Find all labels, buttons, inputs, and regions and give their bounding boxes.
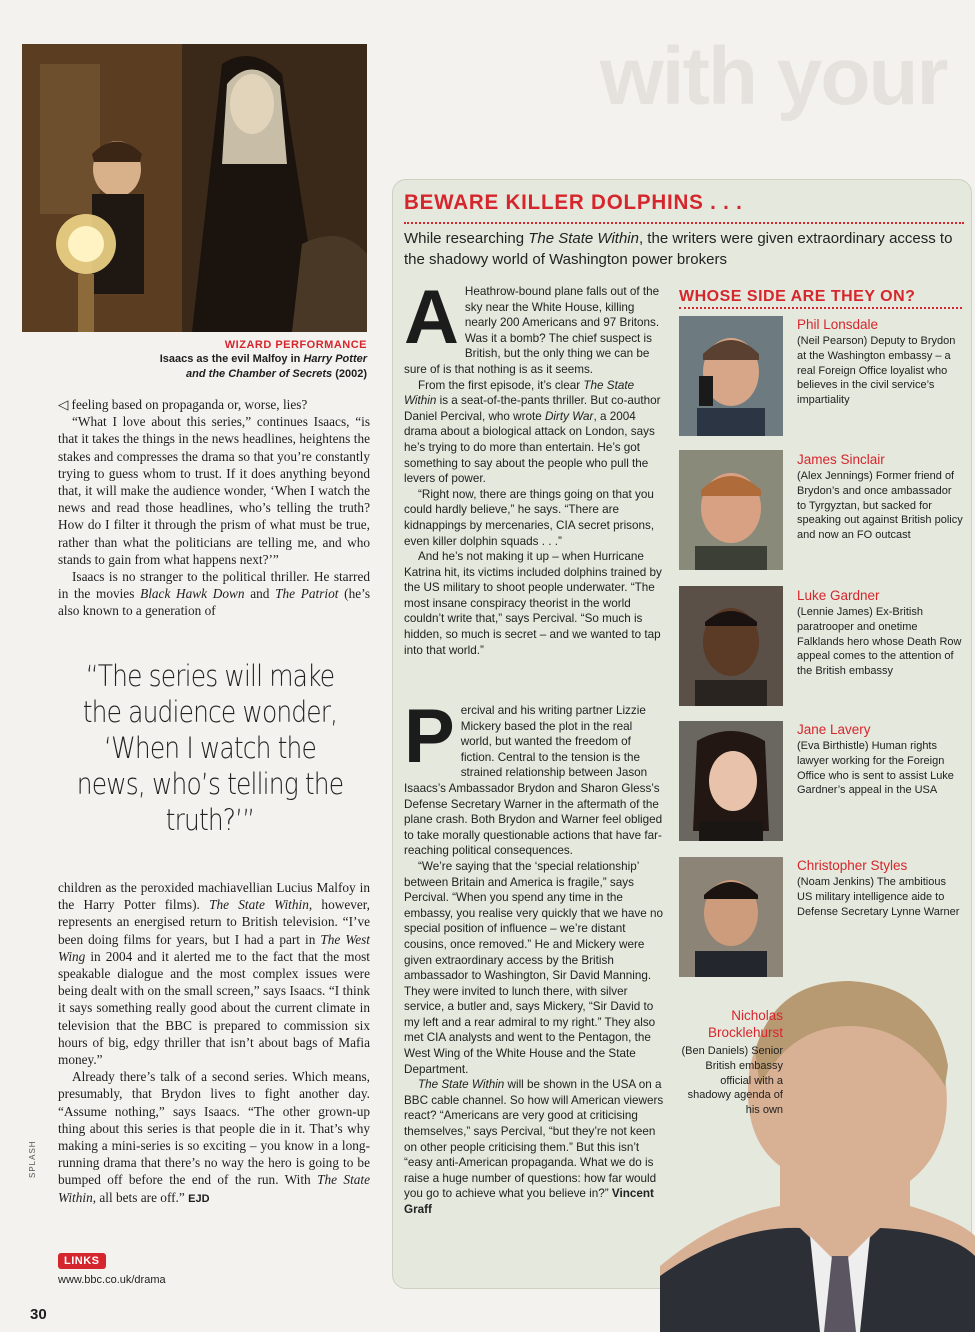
paragraph: children as the peroxided machiavellian Lucius Malfoy in the Harry Potter films). The State Within, however, represents an energised return to British television. “I’ve been doing films for years, but I had a part in The West Wing in 2004 and it alerted me to the fact that the most speakable dialogue and the most complex issues were being dealt with on the small screen,” says Isaacs. “I think it says something really good about the current climate in television that the BBC is prepared to commission six hours of big, edgy thriller that isn’t about bags of Mafia money.” [58, 880, 370, 1068]
profile-desc: (Neil Pearson) Deputy to Brydon at the Washington embassy – a real Foreign Office loyalist who believes in the civil service’s impartiality [797, 335, 956, 407]
profile-desc: (Noam Jenkins) The ambitious US military intelligence aide to Defense Secretary Lynne Warner [797, 876, 960, 918]
paragraph: From the first episode, it’s clear The State Within is a seat-of-the-pants thriller. But co-author Daniel Percival, who wrote Dirty War, a 2004 drama about a biological attack on London, says he’s trying to do more than entertain. He’s got something to say about the people who pull the levers of power. [404, 378, 661, 486]
profile-photo-jane-lavery [679, 721, 783, 841]
profile-desc: (Alex Jennings) Former friend of Brydon’s and once ambassador to Tyrgyztan, but sacked for speaking out against British policy and now an FO outcast [797, 470, 963, 542]
drop-cap: A [404, 275, 459, 360]
article-text-continued [404, 694, 666, 1218]
paragraph: And he’s not making it up – when Hurricane Katrina hit, its victims included dolphins trained by the US military to shoot people underwater. “The most insane conspiracy theorist in the world couldn’t write that,” says Percival. “So much is hidden, so much is secret – and we wanted to tap into that world.” [404, 550, 662, 657]
profile-photo-phil-lonsdale [679, 316, 783, 436]
paragraph: “We’re saying that the ‘special relationship’ between Britain and America is fragile,” says Percival. “When you spend any time in the embassy, you realise very quickly that we have no special position of influence – we’re distant cousins, once removed.” He and Mickery were given extraordinary access by the British ambassador to Washington, Sir David Manning. They were invited to lunch there, with silver service, a butler and, says Mickery, “Sir David to my left and a rear admiral to my right.” They also met CIA analysts and went to the Pentagon, the West Wing of the White House and the State Department. [404, 859, 663, 1076]
photo-credit: SPLASH [28, 1140, 37, 1178]
profile-name: Phil Lonsdale [797, 317, 879, 332]
profile-name: Christopher Styles [797, 858, 908, 873]
paragraph: “Right now, there are things going on that you could hardly believe,” he says. “There are kidnappings by mercenaries, CIA secret prisons, even killer dolphin squads . . .” [404, 487, 655, 548]
profile-photo-christopher-styles [679, 857, 783, 977]
profile-name: James Sinclair [797, 452, 885, 467]
sidebar-title-rule [679, 307, 962, 309]
links-badge: LINKS [58, 1253, 106, 1269]
profile-desc: (Lennie James) Ex-British paratrooper and onetime Falklands hero whose Death Row appeal comes to the attention of the British embassy [797, 606, 962, 678]
caption-title: WIZARD PERFORMANCE [224, 339, 367, 351]
profile-photo-james-sinclair [679, 450, 783, 570]
page-number: 30 [30, 1306, 47, 1323]
box-title-rule [404, 222, 964, 225]
links-url[interactable]: www.bbc.co.uk/drama [58, 1274, 166, 1286]
left-body-text [58, 396, 370, 620]
profile-photo-luke-gardner [679, 586, 783, 706]
box-title: BEWARE KILLER DOLPHINS . . . [404, 191, 743, 214]
paragraph: The State Within will be shown in the USA on a BBC cable channel. So how will American viewers react? “Americans are very good at criticising themselves,” says Percival, “but they’re not keen on other people criticising them.” But this isn’t “easy anti-American propaganda. What we do is raise a huge number of questions: how far would you go to achieve what you believe in?” Vincent Graff [404, 1078, 664, 1216]
wizard-performance-photo [22, 44, 367, 332]
article-text [404, 275, 666, 658]
box-standfirst: While researching The State Within, the writers were given extraordinary access to the shadowy world of Washington power brokers [404, 230, 953, 268]
paragraph: “What I love about this series,” continues Isaacs, “is that it takes the things in the news headlines, heightens the stakes and compresses the drama so that you’re constantly trying to guess whom to trust. If it does anything beyond that, it will make the audience wonder, ‘When I watch the news and read those headlines, who’s telling the truth? How do I filter it through the prism of what must be true, rather than what the politicians are telling me, and who stands to gain from what happens next?’” [58, 414, 370, 567]
paragraph: Already there’s talk of a second series. Which means, presumably, that Brydon lives to fight another day. “Assume nothing,” says Isaacs. “The other grown-up thing about this series is that people die in it. That’s why making a mini-series is so exciting – you know in a long-running drama that there’s no way the hero is going to be bumped off before the end of the run. With The State Within, all bets are off.” EJD [58, 1069, 371, 1205]
paragraph: Heathrow-bound plane falls out of the sky near the White House, killing nearly 200 Americans and 97 Britons. Was it a bomb? The chief suspect is British, but the only thing we can be sure of is that nothing is as it seems. [404, 285, 660, 376]
drop-cap: P [404, 694, 455, 779]
sidebar-title: WHOSE SIDE ARE THEY ON? [679, 288, 916, 305]
background-heading: with your [600, 31, 947, 122]
profile-desc: (Eva Birthistle) Human rights lawyer working for the Foreign Office who is sent to assist Luke Gardner’s appeal in the USA [797, 740, 954, 797]
left-body-text-continued [58, 879, 370, 1208]
profile-name: Luke Gardner [797, 588, 880, 603]
paragraph: ◁ feeling based on propaganda or, worse, lies? [58, 397, 308, 412]
caption-body: Isaacs as the evil Malfoy in Harry Potter and the Chamber of Secrets (2002) [159, 353, 367, 380]
profile-name: Jane Lavery [797, 722, 871, 737]
paragraph: Isaacs is no stranger to the political thriller. He starred in the movies Black Hawk Down and The Patriot (he’s also known to a generation of [58, 569, 370, 619]
profile-name: Nicholas Brocklehurst [707, 1008, 783, 1040]
pull-quote: “The series will make the audience wonder, ‘When I watch the news, who’s telling the truth?’” [76, 659, 344, 837]
paragraph: ercival and his writing partner Lizzie Mickery based the plot in the real world, but wanted the freedom of fiction. Central to the tension is the strained relationship between Jason Isaacs’s Ambassador Brydon and Sharon Gless’s Defense Secretary Warner in the aftermath of the plane crash. Both Brydon and Warner feel obliged to take morally questionable actions that have far-reaching political consequences. [404, 704, 663, 858]
profile-desc: (Ben Daniels) Senior British embassy official with a shadowy agenda of his own [681, 1045, 783, 1117]
